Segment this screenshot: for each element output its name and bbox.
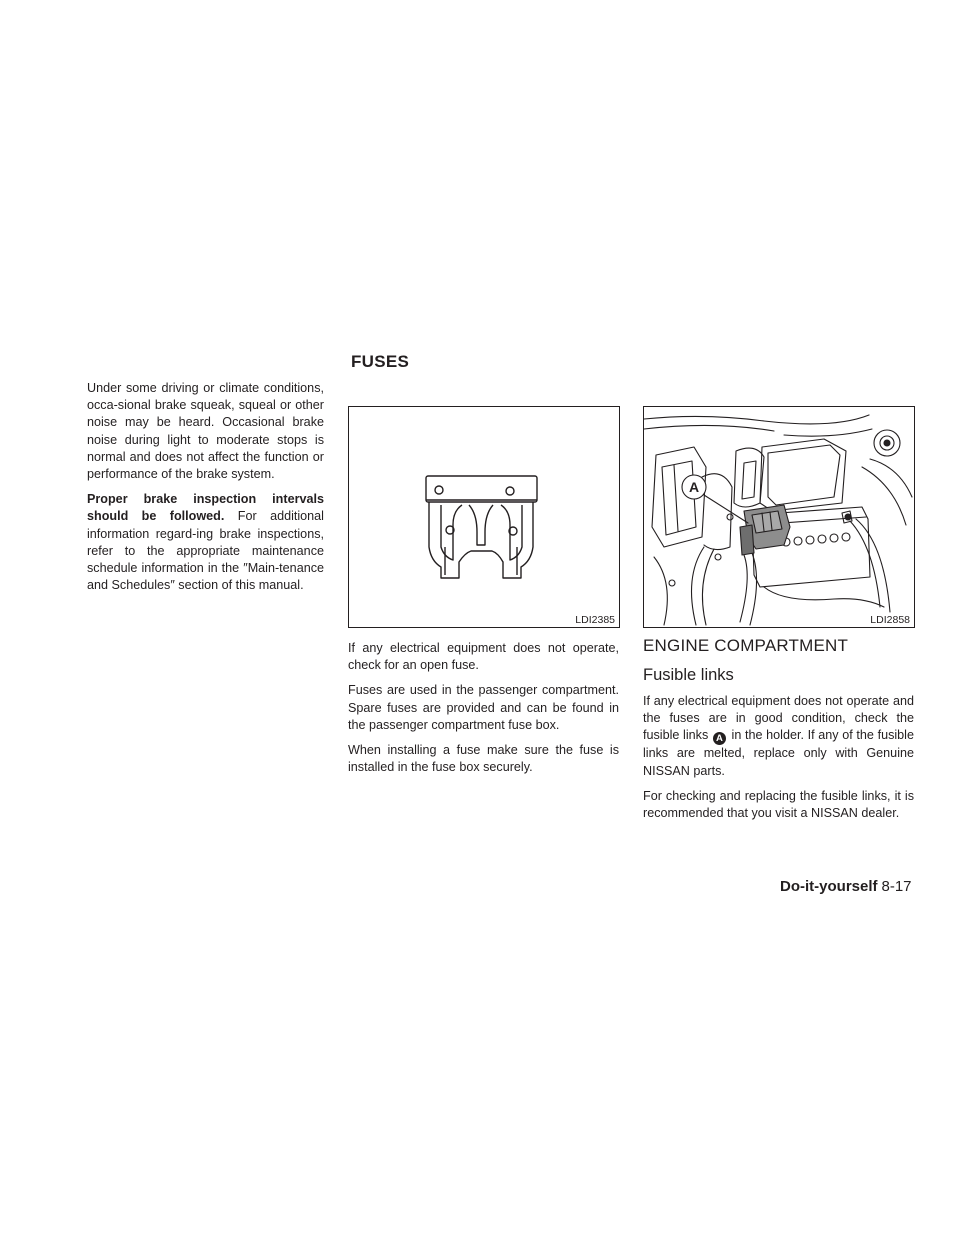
fusible-links-text-end: in the holder. If any of the fusible links are melted, replace only with Genuine NISSAN parts. (643, 728, 914, 778)
fusible-links-text-start: If any electrical equipment does not operate and the fuses are in good condition, check the fusible links (643, 694, 914, 743)
callout-a-label: A (688, 479, 700, 495)
brake-noise-column (87, 380, 324, 594)
page-number: 8-17 (881, 878, 912, 895)
figure-code: LDI2385 (575, 614, 615, 626)
page-footer (780, 878, 912, 895)
brake-inspection-text: For additional information regard-ing brake inspections, refer to the appropriate maintenance schedule information in the ″Main-tenance and Schedules″ section of this manual. (87, 509, 324, 593)
brake-inspection-paragraph (87, 491, 324, 594)
engine-compartment-column (643, 636, 914, 822)
fusible-links-heading: Fusible links (643, 666, 734, 684)
figure-code: LDI2858 (870, 614, 910, 626)
fusible-links-paragraph (643, 693, 914, 780)
open-fuse-paragraph: If any electrical equipment does not operate, check for an open fuse. (348, 641, 619, 673)
brake-inspection-lead: Proper brake inspection intervals should be followed. (87, 492, 324, 524)
fuses-column (348, 640, 619, 776)
section-title: FUSES (351, 352, 410, 371)
engine-compartment-figure (643, 406, 915, 628)
fuse-figure (348, 406, 620, 628)
callout-a-marker: A (713, 732, 726, 745)
dealer-paragraph: For checking and replacing the fusible links, it is recommended that you visit a NISSAN dealer. (643, 788, 914, 821)
footer-section-name: Do-it-yourself (780, 878, 878, 895)
fuse-location-paragraph: Fuses are used in the passenger compartment. Spare fuses are provided and can be found in the passenger compartment fuse box. (348, 683, 619, 732)
brake-noise-paragraph: Under some driving or climate conditions, occa-sional brake squeak, squeal or other noise may be heard. Occasional brake noise during light to moderate stops is normal and does not affect the function or performance of the brake system. (87, 381, 324, 482)
engine-compartment-illustration (644, 407, 914, 627)
fuse-install-paragraph: When installing a fuse make sure the fuse is installed in the fuse box securely. (348, 743, 619, 775)
engine-compartment-heading: ENGINE COMPARTMENT (643, 636, 849, 655)
fuse-illustration (349, 407, 619, 627)
